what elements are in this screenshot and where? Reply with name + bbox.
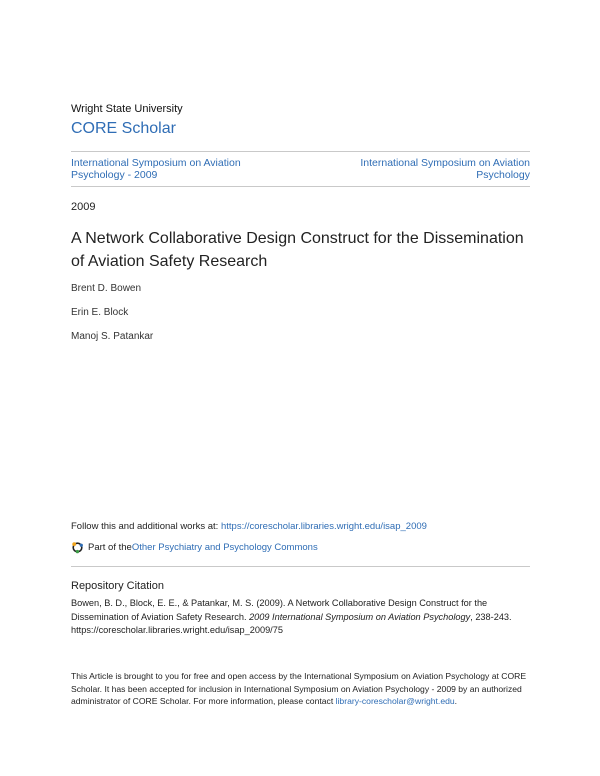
access-notice-end: . — [454, 696, 458, 706]
divider — [71, 186, 530, 187]
citation-text — [71, 597, 530, 638]
author-name: Brent D. Bowen — [71, 283, 142, 294]
citation-url[interactable]: https://corescholar.libraries.wright.edu/isap_2009/75 — [71, 625, 283, 635]
contact-email-link[interactable]: library-corescholar@wright.edu — [335, 696, 455, 706]
divider — [71, 566, 530, 567]
institution-name: Wright State University — [71, 103, 183, 115]
divider — [71, 151, 530, 152]
article-title: A Network Collaborative Design Construct for the Dissemination of Aviation Safety Research — [71, 230, 524, 270]
collection-link-year[interactable]: International Symposium on Aviation Psychology - 2009 — [71, 157, 241, 181]
follow-line — [71, 521, 427, 532]
access-notice-text: This Article is brought to you for free and open access by the International Symposium on Aviation Psychology at CORE Scholar. It has been accepted for inclusion in International Symposium on Aviation Psychology - 2009 by an authorized administrator of CORE Scholar. For more information, please contact — [71, 671, 527, 706]
part-of-line — [71, 541, 318, 554]
commons-network-icon — [71, 541, 84, 554]
publication-year: 2009 — [71, 201, 96, 213]
citation-journal: 2009 International Symposium on Aviation Psychology — [249, 611, 471, 622]
repository-citation-heading: Repository Citation — [71, 580, 164, 592]
author-name: Erin E. Block — [71, 307, 129, 318]
access-notice — [71, 670, 531, 708]
commons-link[interactable]: Other Psychiatry and Psychology Commons — [131, 542, 318, 553]
citation-pages: , 238-243. — [470, 611, 512, 622]
follow-prefix: Follow this and additional works at: — [71, 521, 221, 532]
part-of-prefix: Part of the — [88, 542, 132, 553]
core-scholar-link[interactable]: CORE Scholar — [71, 120, 176, 137]
follow-url-link[interactable]: https://corescholar.libraries.wright.edu/isap_2009 — [220, 521, 427, 532]
citation-body: Bowen, B. D., Block, E. E., & Patankar, M. S. (2009). A Network Collaborative Design Construct for the Dissemination of Aviation Safety Research. — [71, 598, 488, 622]
author-name: Manoj S. Patankar — [71, 331, 154, 342]
collection-link-series[interactable]: International Symposium on Aviation Psychology — [360, 157, 530, 181]
